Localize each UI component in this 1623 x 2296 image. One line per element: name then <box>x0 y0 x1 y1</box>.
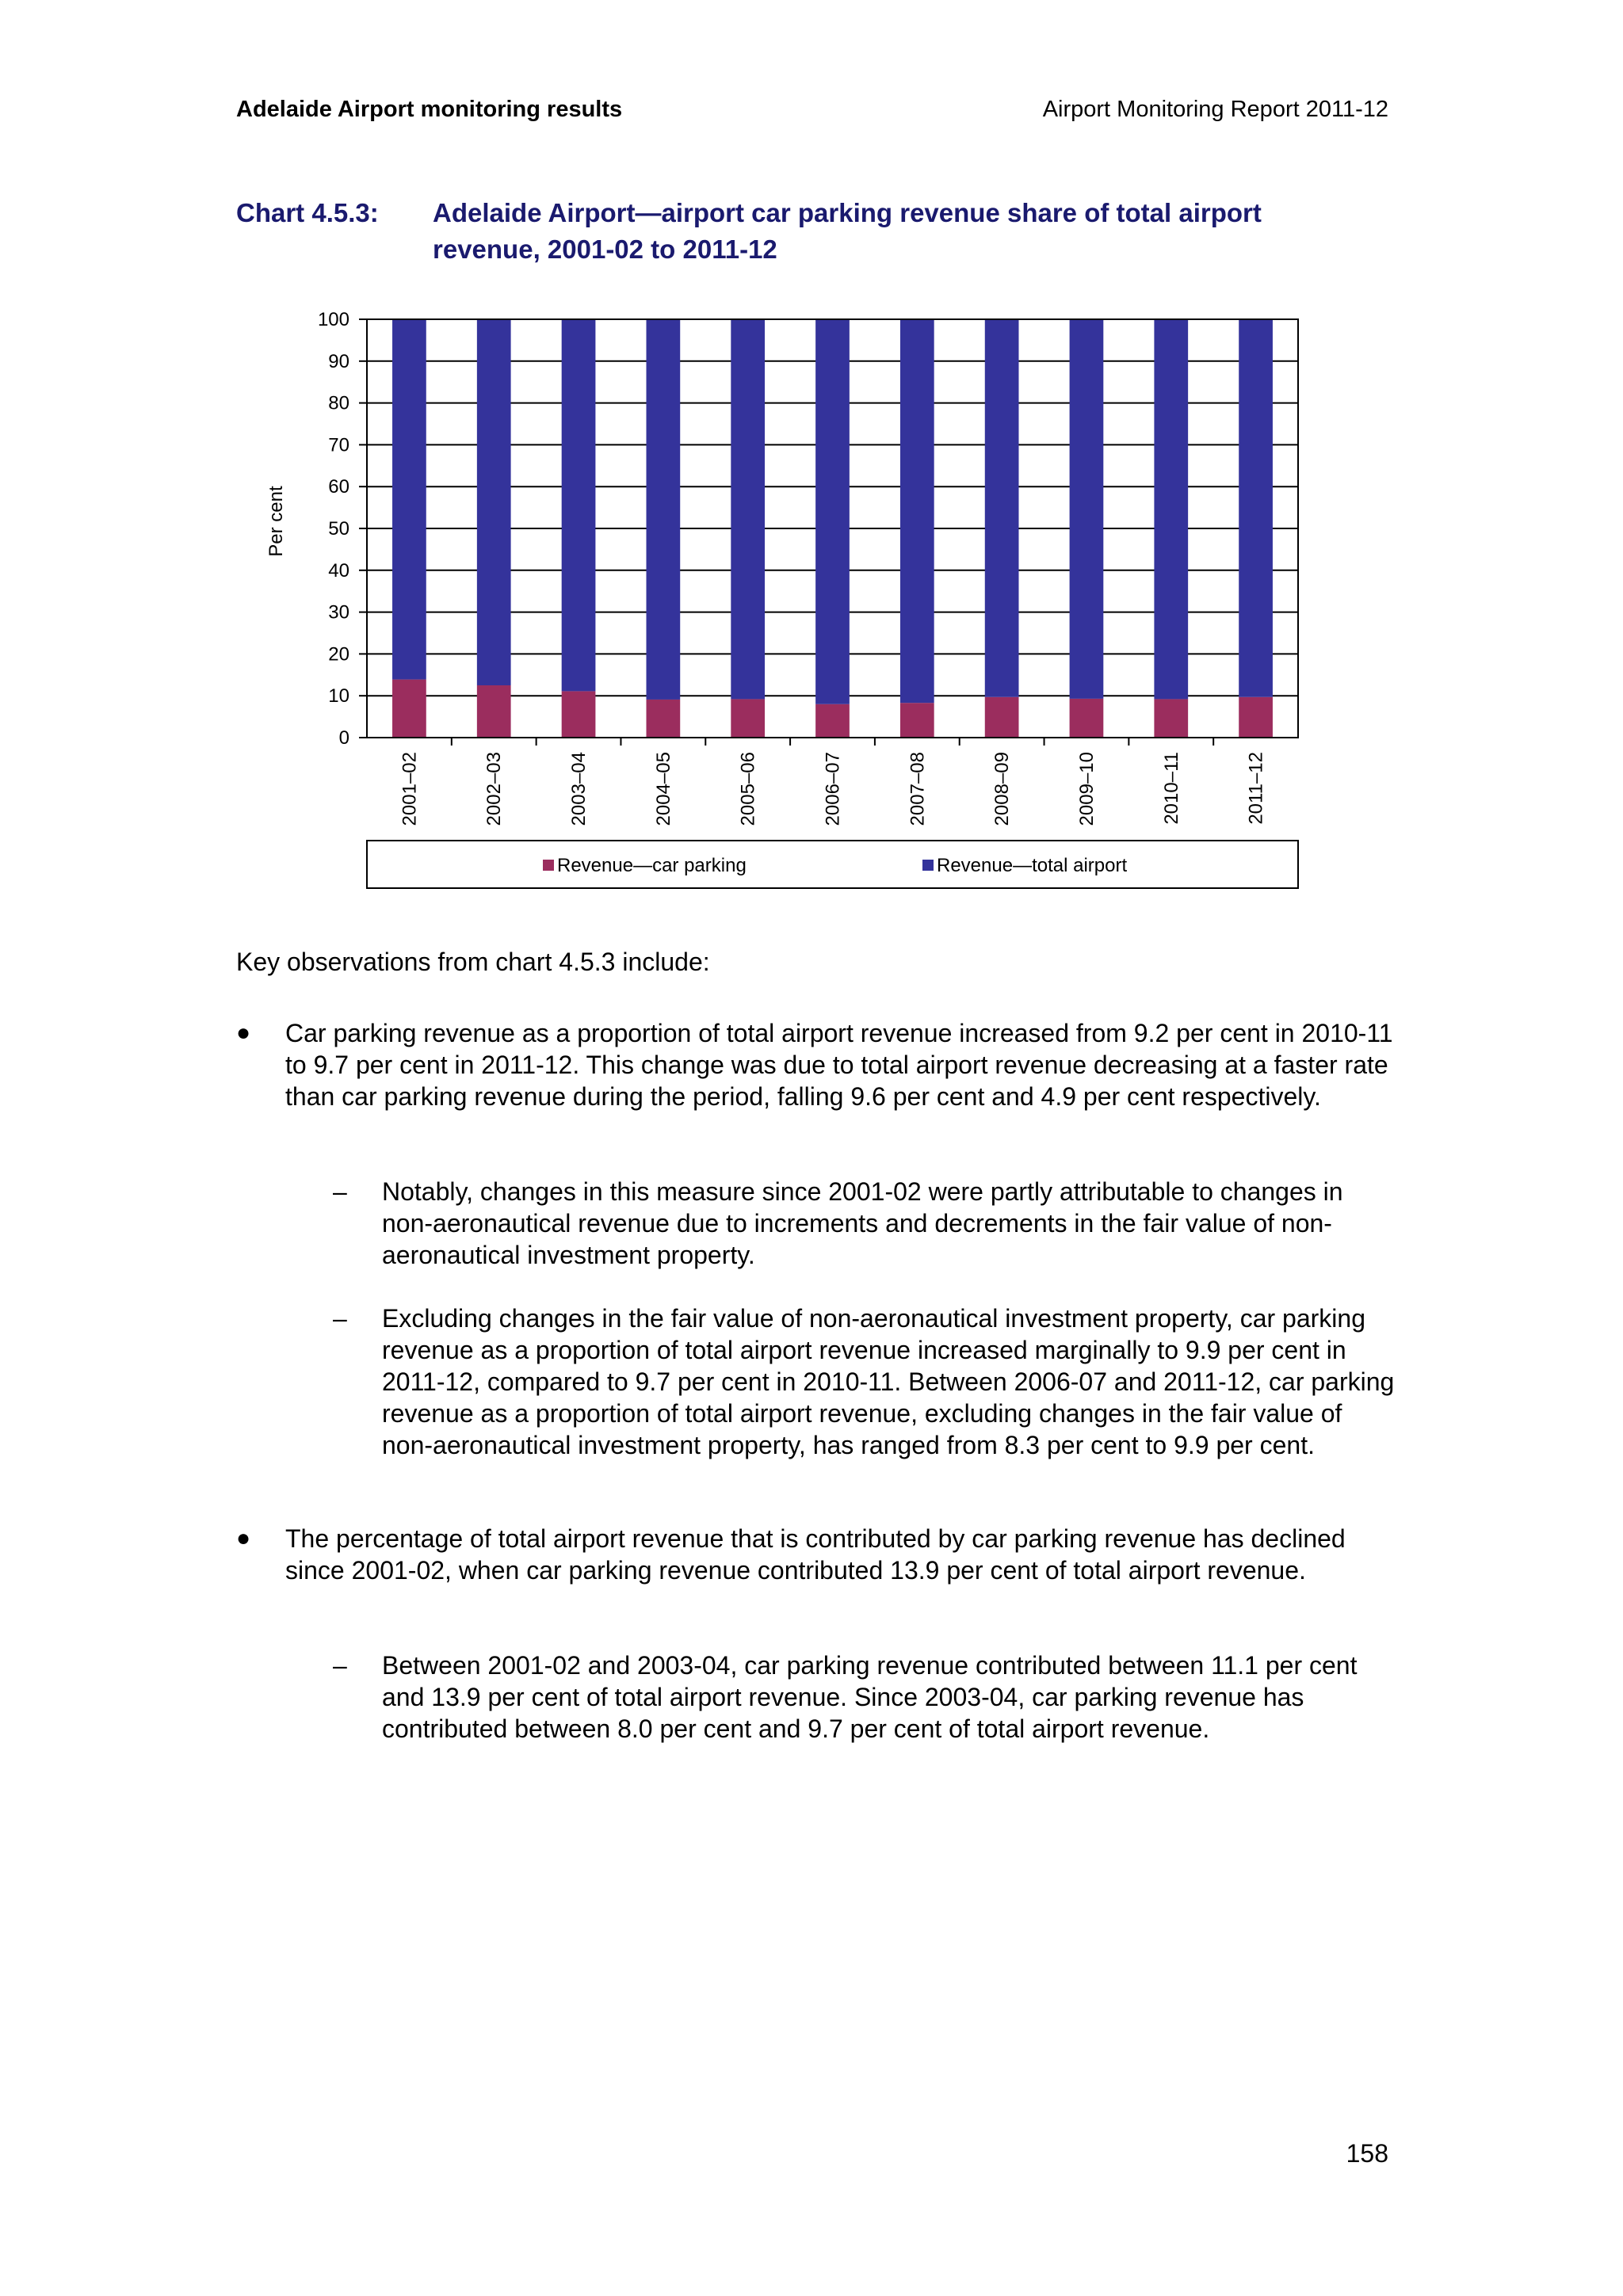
dash-symbol: – <box>333 1651 347 1680</box>
x-tick-label: 2009–10 <box>1075 752 1098 826</box>
x-tick-label: 2010–11 <box>1160 752 1182 825</box>
bar-total-airport <box>1239 319 1273 697</box>
bar-car-parking <box>1154 699 1188 738</box>
x-tick-label: 2001–02 <box>399 752 421 826</box>
bar-car-parking <box>815 704 850 738</box>
page-number: 158 <box>1346 2139 1388 2168</box>
bar-car-parking <box>731 699 765 738</box>
bullet-text: Car parking revenue as a proportion of total airport revenue increased from 9.2 per cent in 2010-11 to 9.7 per cent in 2011-12. This change was due to total airport revenue decreasing at a faster rate than car parking revenue during the period, falling 9.6 per cent and 4.9 per cent respectively. <box>285 1019 1393 1111</box>
legend-swatch-total-airport <box>922 860 934 871</box>
bar-total-airport <box>562 319 596 691</box>
y-tick-label: 20 <box>328 643 349 666</box>
x-tick-label: 2002–03 <box>483 752 506 826</box>
bar-total-airport <box>731 319 765 699</box>
bar-car-parking <box>900 703 934 738</box>
bar-total-airport <box>815 319 850 704</box>
bar-car-parking <box>562 691 596 738</box>
x-tick-label: 2008–09 <box>991 752 1014 826</box>
bullet-symbol: ● <box>236 1525 251 1551</box>
y-tick-label: 60 <box>328 476 349 498</box>
y-tick-label: 100 <box>317 309 349 330</box>
legend-swatch-car-parking <box>543 860 554 871</box>
x-tick-label: 2011–12 <box>1245 752 1267 825</box>
bar-car-parking <box>477 685 511 738</box>
bar-total-airport <box>477 319 511 685</box>
dash-symbol: – <box>333 1177 347 1206</box>
sub-bullet-text: Between 2001-02 and 2003-04, car parking revenue contributed between 11.1 per cent and 13.9 per cent of total airport revenue. Since 2003-04, car parking revenue has contributed between 8.0 per cent and 9.7 per cent of total airport revenue. <box>382 1651 1358 1743</box>
running-header-left: Adelaide Airport monitoring results <box>236 97 623 122</box>
bar-car-parking <box>985 697 1019 738</box>
running-header-right: Airport Monitoring Report 2011-12 <box>1042 97 1388 122</box>
y-tick-label: 10 <box>328 685 349 707</box>
stacked-bar-chart <box>238 301 1316 895</box>
key-observations-intro: Key observations from chart 4.5.3 include: <box>236 948 710 976</box>
bar-car-parking <box>392 680 426 738</box>
sub-bullet-text: Excluding changes in the fair value of non-aeronautical investment property, car parking revenue as a proportion of total airport revenue increased marginally to 9.9 per cent in 2011-12, compared to 9.7 per cent in 2010-11. Between 2006-07 and 2011-12, car parking revenue as a proportion of total airport revenue, excluding changes in the fair value of non-aeronautical investment property, has ranged from 8.3 per cent to 9.9 per cent. <box>382 1304 1395 1459</box>
dash-symbol: – <box>333 1304 347 1333</box>
bar-total-airport <box>1154 319 1188 699</box>
legend <box>367 841 1298 888</box>
bar-car-parking <box>1239 697 1273 738</box>
legend-label-car-parking: Revenue—car parking <box>557 855 747 876</box>
y-tick-label: 40 <box>328 559 349 582</box>
y-tick-label: 80 <box>328 392 349 414</box>
y-tick-label: 50 <box>328 518 349 540</box>
x-tick-label: 2005–06 <box>737 752 759 826</box>
bar-total-airport <box>900 319 934 703</box>
bar-total-airport <box>985 319 1019 697</box>
y-tick-label: 30 <box>328 601 349 624</box>
bar-car-parking <box>647 700 681 738</box>
bar-total-airport <box>392 319 426 680</box>
x-tick-label: 2004–05 <box>652 752 674 826</box>
bullet-text: The percentage of total airport revenue that is contributed by car parking revenue has declined since 2001-02, when car parking revenue contributed 13.9 per cent of total airport revenue. <box>285 1524 1346 1585</box>
bullet-symbol: ● <box>236 1020 251 1046</box>
x-tick-label: 2006–07 <box>822 752 844 826</box>
bar-total-airport <box>647 319 681 700</box>
y-tick-label: 90 <box>328 350 349 372</box>
x-tick-label: 2007–08 <box>907 752 929 826</box>
y-tick-label: 70 <box>328 434 349 456</box>
sub-bullet-text: Notably, changes in this measure since 2001-02 were partly attributable to changes in non-aeronautical revenue due to increments and decrements in the fair value of non-aeronautical investment property. <box>382 1177 1343 1269</box>
bar-total-airport <box>1070 319 1104 699</box>
bar-car-parking <box>1070 699 1104 738</box>
chart-number: Chart 4.5.3: <box>236 198 379 227</box>
legend-label-total-airport: Revenue—total airport <box>937 855 1128 876</box>
y-axis-label: Per cent <box>265 486 287 557</box>
chart-title: Adelaide Airport—airport car parking revenue share of total airport revenue, 2001-02 to 2011-12 <box>433 198 1262 264</box>
legend-box <box>367 841 1298 888</box>
x-tick-label: 2003–04 <box>568 752 590 826</box>
y-tick-label: 0 <box>338 727 349 749</box>
